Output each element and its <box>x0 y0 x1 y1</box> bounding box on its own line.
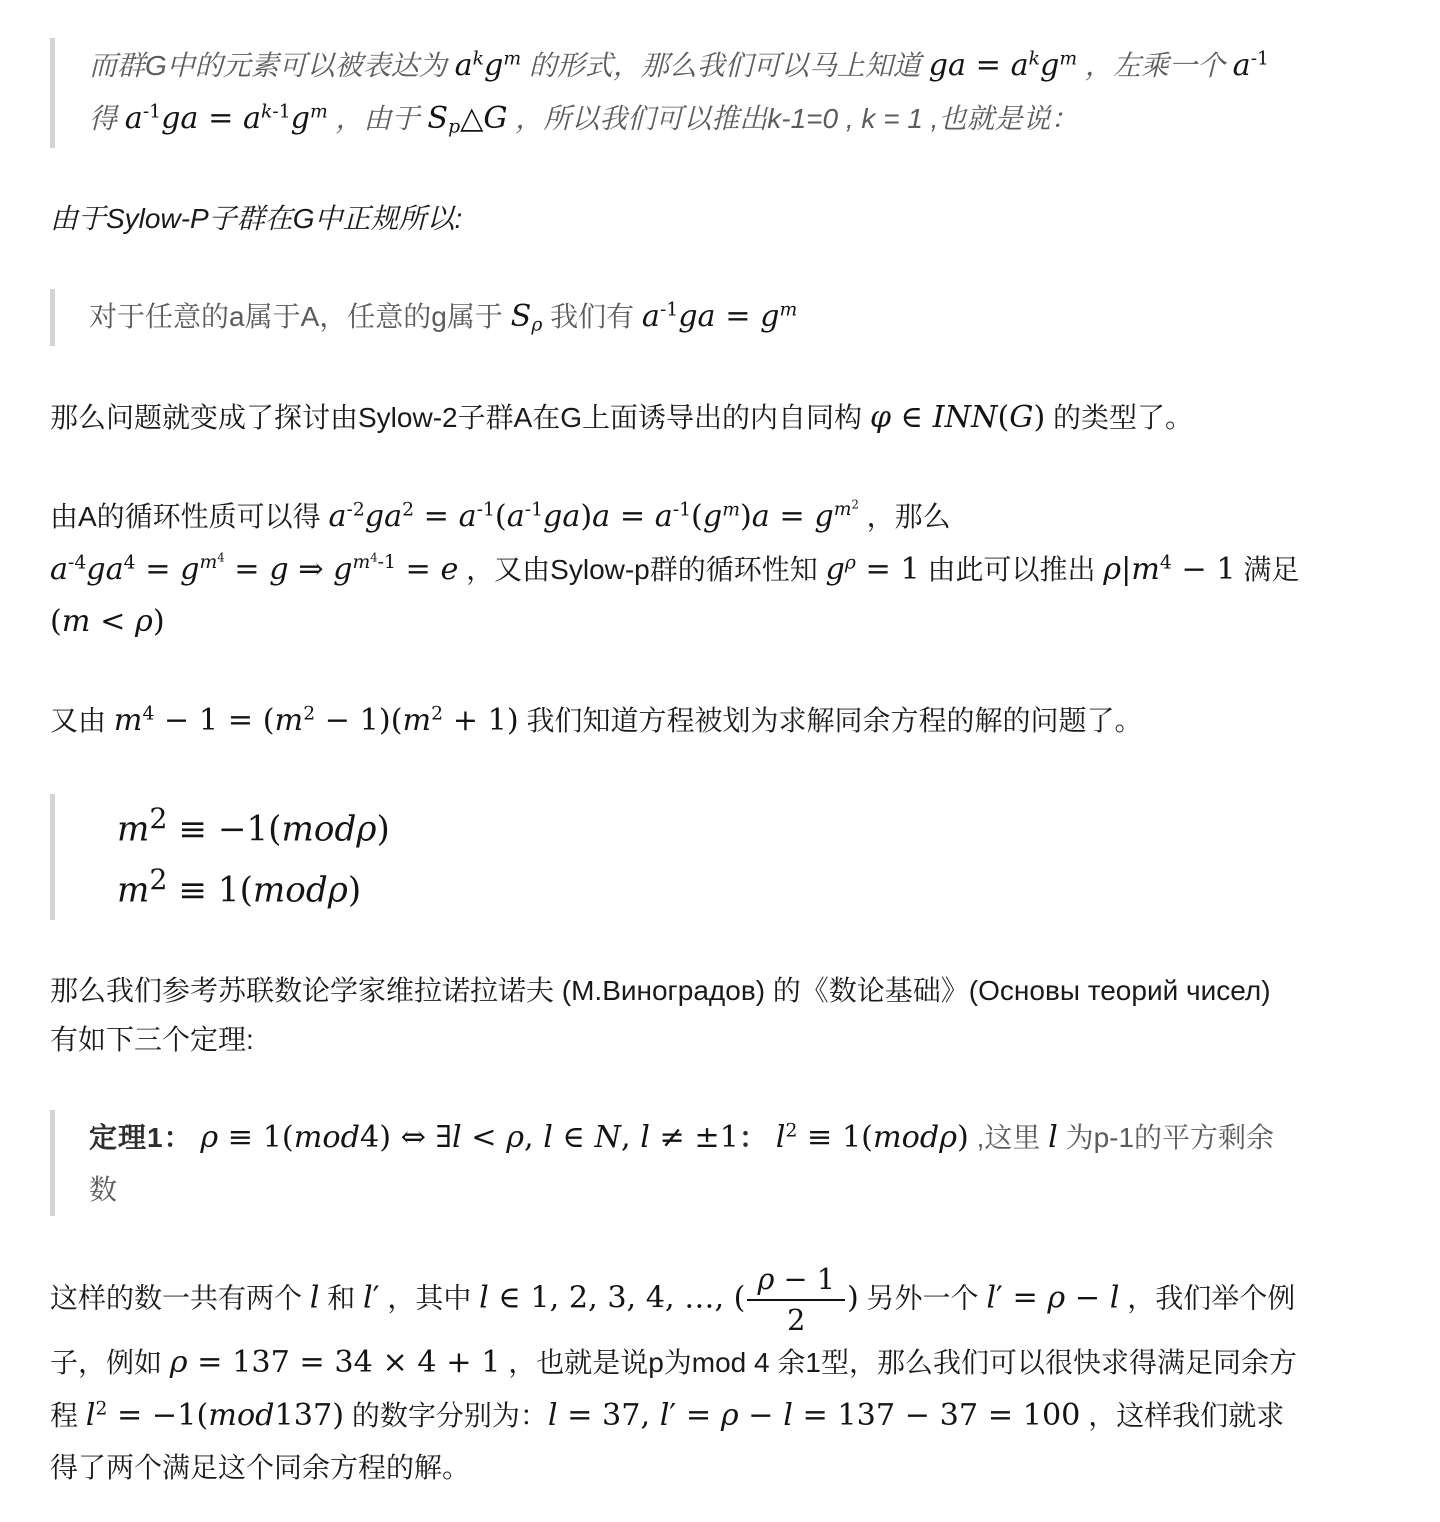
fraction-numerator: ρ − 1 <box>747 1262 844 1300</box>
blockquote <box>50 38 1300 148</box>
text-run: 对于任意的a属于A，任意的g属于 <box>89 300 511 332</box>
text-run: ，又由Sylow-p群的循环性知 <box>458 553 826 585</box>
inline-math: $a^{-2}ga^2 = a^{-1}(a^{-1}ga)a = a^{-1}(g^m)a = g^{m^2}$ <box>328 497 859 534</box>
inline-math: l′ = ρ − l <box>986 1280 1120 1316</box>
text-run: ，也就是说p为mod 4 余1型，那么我们可以很快求得满足同余方程 <box>50 1347 1297 1432</box>
inline-math: $a^{-1}ga = g^m$ <box>641 298 798 334</box>
paragraph <box>50 966 1300 1064</box>
text-run: 的数字分别为： <box>344 1400 548 1432</box>
inline-math: l <box>1048 1120 1058 1156</box>
inline-math: ρ ≡ 1(mod4) ⇔ ∃l < ρ, l ∈ N, l ≠ ±1 <box>200 1120 739 1156</box>
article-blocks <box>50 38 1300 1492</box>
text-run: ，我们举个例子，例如 <box>50 1282 1296 1379</box>
inline-math: l <box>309 1280 320 1316</box>
inline-math: l ∈ 1, 2, 3, 4, …, ( <box>479 1280 746 1316</box>
text-run: ，这样我们就求得了两个满足这个同余方程的解。 <box>50 1400 1285 1483</box>
blockquote <box>50 1110 1300 1216</box>
inline-math: $m^4 - 1 = (m^2 - 1)(m^2 + 1)$ <box>113 703 519 739</box>
text-run: 的形式，那么我们可以马上知道 <box>521 50 929 81</box>
fraction <box>747 1262 844 1337</box>
text-run: 这样的数一共有两个 <box>50 1282 310 1314</box>
inline-math: ga = $a^kg^m$ <box>928 48 1078 83</box>
inline-math: $g^\rho = 1$ <box>825 551 920 587</box>
inline-math: $a^{-4}ga^4 = g^{m^4} = g$ ⇒ $g^{m^4-1} = e$ <box>50 550 459 587</box>
text-run <box>768 1122 776 1153</box>
inline-math: $l^2 \equiv 1(mod\rho)$ <box>775 1120 969 1156</box>
inline-math: $a^{-1}$ <box>1232 48 1269 83</box>
text-run: 又由 <box>50 705 114 737</box>
display-math-line: $m^2 \equiv -1(mod\rho)$ <box>117 802 390 850</box>
text-run: 得 <box>89 102 125 134</box>
inline-math: $l^2 = -1(mod137)$ <box>85 1398 345 1434</box>
text-run: ,这里 <box>968 1122 1049 1154</box>
text-run: 由于Sylow-P子群在G中正规所以: <box>50 202 463 234</box>
text-run: 那么我们参考苏联数论学家维拉诺拉诺夫 (М.Виноградов) 的《数论基础》(Основы теорий чисел) 有如下三个定理: <box>50 975 1271 1056</box>
display-math-blockquote <box>50 794 1300 920</box>
inline-math: φ ∈ INN(G) <box>869 399 1046 435</box>
text-run: 为p-1的平方剩余数 <box>89 1122 1275 1206</box>
inline-math: $S_\rho$ <box>510 298 543 336</box>
text-run: 的类型了。 <box>1045 401 1194 433</box>
inline-math: ρ = 137 = 34 × 4 + 1 <box>169 1345 501 1381</box>
text-run: 我们有 <box>542 300 642 332</box>
text-run: ，那么 <box>858 500 951 532</box>
text-run: ，左乘一个 <box>1077 50 1233 81</box>
text-run: 由此可以推出 <box>919 553 1104 585</box>
inline-math: $a^kg^m$ <box>454 48 522 83</box>
text-run: 和 <box>319 1282 364 1314</box>
paragraph <box>50 1262 1300 1492</box>
text-run: 而群G中的元素可以被表达为 <box>89 50 455 81</box>
inline-math: $a^{-1}ga = a^{k-1}g^m$ <box>124 100 328 136</box>
inline-math: (m < ρ) <box>50 604 165 640</box>
text-run: 另外一个 <box>858 1282 987 1314</box>
inline-math: ) <box>846 1280 859 1316</box>
paragraph <box>50 194 1300 243</box>
fraction-denominator: 2 <box>787 1302 806 1337</box>
inline-math: $\rho|m^4 - 1$ <box>1103 551 1236 587</box>
paragraph <box>50 695 1300 748</box>
theorem-label: 定理1： <box>89 1122 193 1154</box>
paragraph <box>50 392 1300 445</box>
text-run: 满足 <box>1235 553 1300 585</box>
text-run: ，所以我们可以推出k-1=0 , k = 1 ,也就是说： <box>507 102 1079 134</box>
inline-math: $S_p\triangle G$ <box>427 100 508 138</box>
paragraph <box>50 491 1300 650</box>
text-run: 我们知道方程被划为求解同余方程的解的问题了。 <box>518 705 1143 737</box>
text-run: 由A的循环性质可以得 <box>50 500 329 532</box>
text-run: ，由于 <box>327 102 428 134</box>
text-run: ，其中 <box>379 1282 480 1314</box>
inline-math: l′ <box>363 1280 380 1316</box>
display-math-line: $m^2 \equiv 1(mod\rho)$ <box>117 863 362 911</box>
blockquote <box>50 289 1300 346</box>
text-run: 那么问题就变成了探讨由Sylow-2子群A在G上面诱导出的内自同构 <box>50 401 870 433</box>
theorem-label: ： <box>739 1122 769 1154</box>
inline-math: l = 37, l′ = ρ − l = 137 − 37 = 100 <box>547 1398 1081 1434</box>
